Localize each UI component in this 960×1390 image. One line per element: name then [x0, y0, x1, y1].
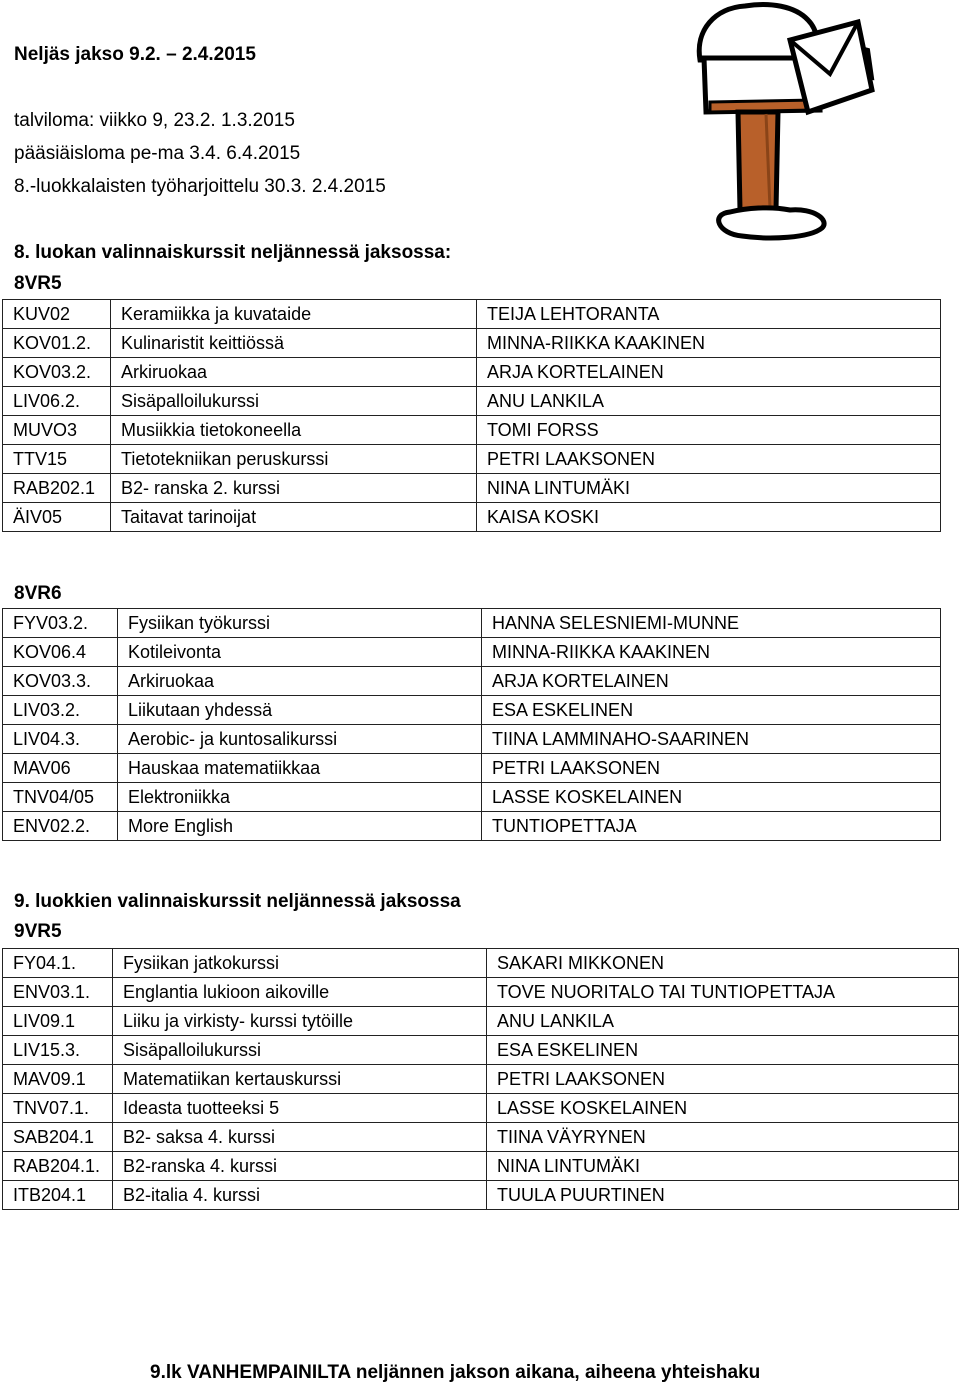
course-teacher: TIINA VÄYRYNEN — [487, 1123, 959, 1152]
group-label-8vr5: 8VR5 — [14, 273, 62, 294]
table-row — [3, 329, 941, 358]
course-teacher: LASSE KOSKELAINEN — [487, 1094, 959, 1123]
course-name: Elektroniikka — [118, 783, 482, 812]
course-code: MAV09.1 — [3, 1065, 113, 1094]
course-name: Keramiikka ja kuvataide — [111, 300, 477, 329]
course-code: RAB202.1 — [3, 474, 111, 503]
group-label-9vr5: 9VR5 — [14, 921, 62, 942]
group-label-8vr6: 8VR6 — [14, 583, 62, 604]
table-row — [3, 696, 941, 725]
course-teacher: NINA LINTUMÄKI — [477, 474, 941, 503]
table-row — [3, 949, 959, 978]
course-name: More English — [118, 812, 482, 841]
course-name: B2-ranska 4. kurssi — [113, 1152, 487, 1181]
course-teacher: HANNA SELESNIEMI-MUNNE — [482, 609, 941, 638]
course-teacher: MINNA-RIIKKA KAAKINEN — [477, 329, 941, 358]
course-name: Arkiruokaa — [111, 358, 477, 387]
course-teacher: ESA ESKELINEN — [482, 696, 941, 725]
table-row — [3, 812, 941, 841]
course-code: KOV01.2. — [3, 329, 111, 358]
course-code: RAB204.1. — [3, 1152, 113, 1181]
table-row — [3, 445, 941, 474]
course-name: Kotileivonta — [118, 638, 482, 667]
course-table-8vr6 — [2, 608, 941, 841]
table-row — [3, 416, 941, 445]
course-teacher: TOMI FORSS — [477, 416, 941, 445]
table-row — [3, 387, 941, 416]
course-code: MAV06 — [3, 754, 118, 783]
course-code: KUV02 — [3, 300, 111, 329]
course-name: Sisäpalloilukurssi — [111, 387, 477, 416]
course-name: Liiku ja virkisty- kurssi tytöille — [113, 1007, 487, 1036]
table-row — [3, 1065, 959, 1094]
course-name: Matematiikan kertauskurssi — [113, 1065, 487, 1094]
course-teacher: PETRI LAAKSONEN — [477, 445, 941, 474]
course-name: Liikutaan yhdessä — [118, 696, 482, 725]
table-row — [3, 1181, 959, 1210]
course-code: KOV06.4 — [3, 638, 118, 667]
course-name: Englantia lukioon aikoville — [113, 978, 487, 1007]
course-teacher: TUULA PUURTINEN — [487, 1181, 959, 1210]
table-row — [3, 1152, 959, 1181]
table-row — [3, 1094, 959, 1123]
course-code: LIV03.2. — [3, 696, 118, 725]
table-row — [3, 783, 941, 812]
course-name: Fysiikan jatkokurssi — [113, 949, 487, 978]
table-row — [3, 503, 941, 532]
course-teacher: TOVE NUORITALO TAI TUNTIOPETTAJA — [487, 978, 959, 1007]
course-code: TTV15 — [3, 445, 111, 474]
course-teacher: ARJA KORTELAINEN — [482, 667, 941, 696]
course-teacher: ANU LANKILA — [477, 387, 941, 416]
course-code: LIV04.3. — [3, 725, 118, 754]
course-teacher: TEIJA LEHTORANTA — [477, 300, 941, 329]
course-code: TNV07.1. — [3, 1094, 113, 1123]
course-teacher: NINA LINTUMÄKI — [487, 1152, 959, 1181]
table-row — [3, 667, 941, 696]
mailbox-illustration — [690, 0, 890, 245]
course-name: Arkiruokaa — [118, 667, 482, 696]
parents-evening-note: 9.lk VANHEMPAINILTA neljännen jakson aikana, aiheena yhteishaku — [150, 1362, 761, 1383]
course-code: LIV09.1 — [3, 1007, 113, 1036]
course-code: LIV15.3. — [3, 1036, 113, 1065]
course-teacher: MINNA-RIIKKA KAAKINEN — [482, 638, 941, 667]
course-teacher: ESA ESKELINEN — [487, 1036, 959, 1065]
course-code: KOV03.3. — [3, 667, 118, 696]
course-code: MUVO3 — [3, 416, 111, 445]
course-teacher: TIINA LAMMINAHO-SAARINEN — [482, 725, 941, 754]
table-row — [3, 1007, 959, 1036]
table-row — [3, 474, 941, 503]
table-row — [3, 638, 941, 667]
course-name: Taitavat tarinoijat — [111, 503, 477, 532]
table-row — [3, 609, 941, 638]
course-name: Tietotekniikan peruskurssi — [111, 445, 477, 474]
course-table-9vr5 — [2, 948, 959, 1210]
table-row — [3, 754, 941, 783]
course-code: FYV03.2. — [3, 609, 118, 638]
course-name: Fysiikan työkurssi — [118, 609, 482, 638]
course-teacher: LASSE KOSKELAINEN — [482, 783, 941, 812]
course-name: Kulinaristit keittiössä — [111, 329, 477, 358]
course-teacher: PETRI LAAKSONEN — [487, 1065, 959, 1094]
course-code: KOV03.2. — [3, 358, 111, 387]
course-code: ITB204.1 — [3, 1181, 113, 1210]
table-row — [3, 1123, 959, 1152]
course-name: Hauskaa matematiikkaa — [118, 754, 482, 783]
course-teacher: ARJA KORTELAINEN — [477, 358, 941, 387]
course-name: Musiikkia tietokoneella — [111, 416, 477, 445]
course-table-8vr5 — [2, 299, 941, 532]
course-teacher: ANU LANKILA — [487, 1007, 959, 1036]
course-teacher: KAISA KOSKI — [477, 503, 941, 532]
winter-break-note: talviloma: viikko 9, 23.2. 1.3.2015 — [14, 110, 295, 131]
course-code: ENV03.1. — [3, 978, 113, 1007]
course-name: B2-italia 4. kurssi — [113, 1181, 487, 1210]
page-title: Neljäs jakso 9.2. – 2.4.2015 — [14, 44, 256, 65]
course-name: B2- saksa 4. kurssi — [113, 1123, 487, 1152]
course-teacher: TUNTIOPETTAJA — [482, 812, 941, 841]
easter-break-note: pääsiäisloma pe-ma 3.4. 6.4.2015 — [14, 143, 301, 164]
section8-heading: 8. luokan valinnaiskurssit neljännessä jaksossa: — [14, 242, 452, 263]
table-row — [3, 725, 941, 754]
course-teacher: SAKARI MIKKONEN — [487, 949, 959, 978]
table-row — [3, 358, 941, 387]
course-name: Ideasta tuotteeksi 5 — [113, 1094, 487, 1123]
course-code: FY04.1. — [3, 949, 113, 978]
course-code: SAB204.1 — [3, 1123, 113, 1152]
course-name: B2- ranska 2. kurssi — [111, 474, 477, 503]
course-code: ÄIV05 — [3, 503, 111, 532]
table-row — [3, 978, 959, 1007]
course-code: LIV06.2. — [3, 387, 111, 416]
table-row — [3, 300, 941, 329]
course-teacher: PETRI LAAKSONEN — [482, 754, 941, 783]
course-code: TNV04/05 — [3, 783, 118, 812]
course-code: ENV02.2. — [3, 812, 118, 841]
work-practice-note: 8.-luokkalaisten työharjoittelu 30.3. 2.4.2015 — [14, 176, 386, 197]
course-name: Sisäpalloilukurssi — [113, 1036, 487, 1065]
course-name: Aerobic- ja kuntosalikurssi — [118, 725, 482, 754]
section9-heading: 9. luokkien valinnaiskurssit neljännessä jaksossa — [14, 891, 461, 912]
table-row — [3, 1036, 959, 1065]
